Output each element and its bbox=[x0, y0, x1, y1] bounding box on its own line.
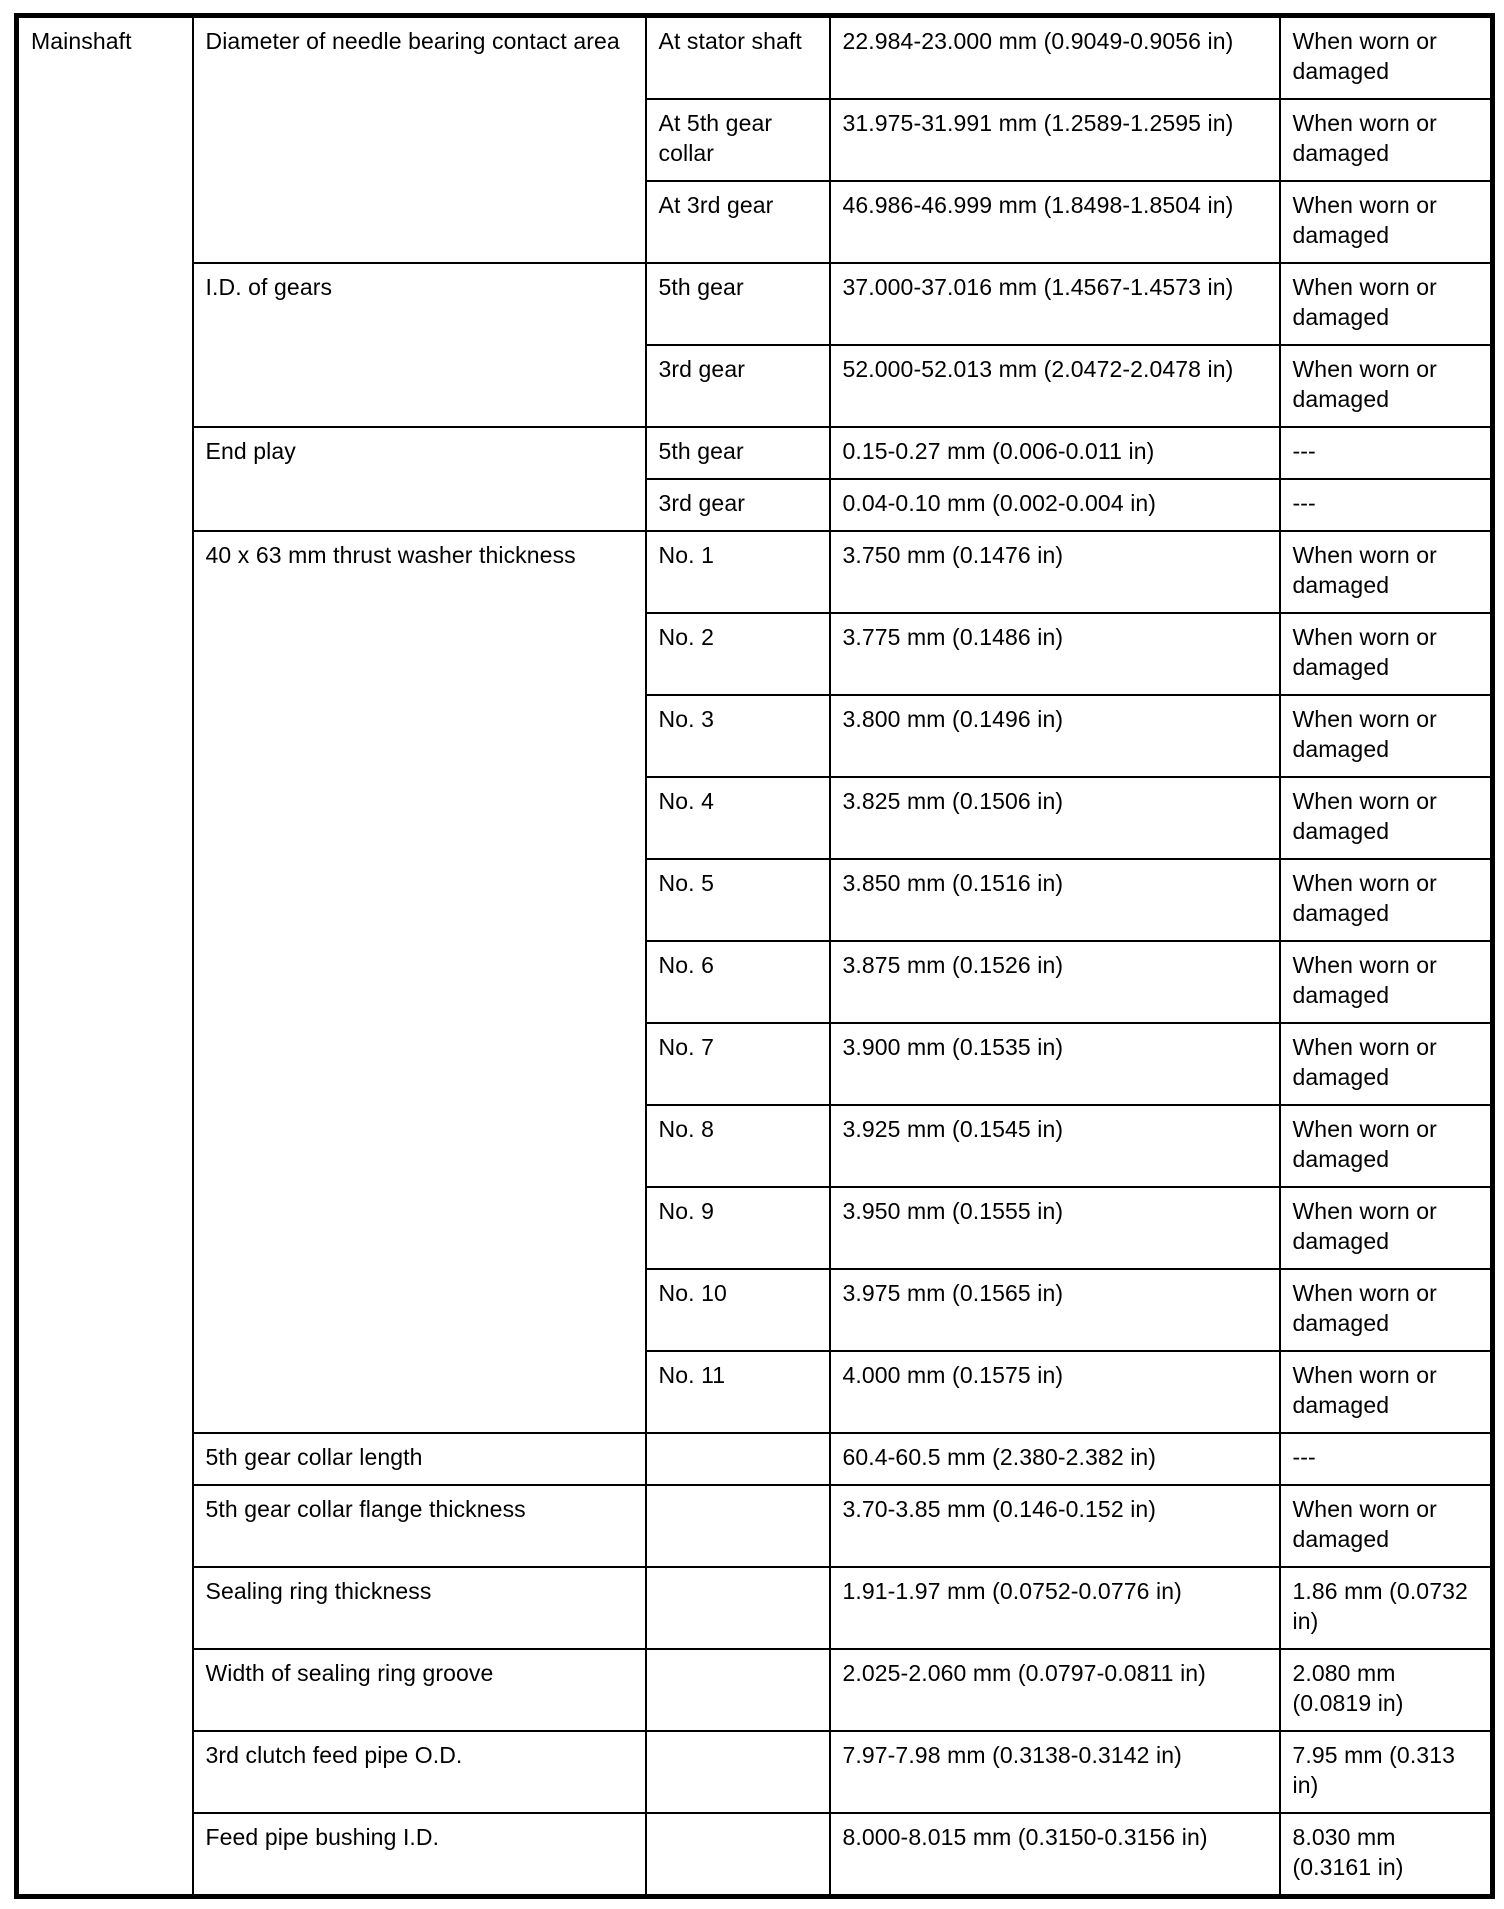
cell-service-limit: When worn or damaged bbox=[1280, 941, 1493, 1023]
cell-service-limit: When worn or damaged bbox=[1280, 613, 1493, 695]
cell-standard: 8.000-8.015 mm (0.3150-0.3156 in) bbox=[830, 1813, 1280, 1897]
cell-service-limit: When worn or damaged bbox=[1280, 1105, 1493, 1187]
cell-standard: 60.4-60.5 mm (2.380-2.382 in) bbox=[830, 1433, 1280, 1485]
cell-subitem: No. 11 bbox=[646, 1351, 830, 1433]
cell-subitem: 5th gear bbox=[646, 427, 830, 479]
cell-service-limit: 7.95 mm (0.313 in) bbox=[1280, 1731, 1493, 1813]
cell-subitem: At 3rd gear bbox=[646, 181, 830, 263]
cell-standard: 3.975 mm (0.1565 in) bbox=[830, 1269, 1280, 1351]
cell-service-limit: When worn or damaged bbox=[1280, 1187, 1493, 1269]
cell-subitem: No. 6 bbox=[646, 941, 830, 1023]
cell-subitem: No. 3 bbox=[646, 695, 830, 777]
cell-standard: 52.000-52.013 mm (2.0472-2.0478 in) bbox=[830, 345, 1280, 427]
cell-standard: 0.04-0.10 mm (0.002-0.004 in) bbox=[830, 479, 1280, 531]
cell-standard: 3.825 mm (0.1506 in) bbox=[830, 777, 1280, 859]
cell-subitem: No. 8 bbox=[646, 1105, 830, 1187]
table-row bbox=[17, 427, 1493, 479]
cell-standard: 7.97-7.98 mm (0.3138-0.3142 in) bbox=[830, 1731, 1280, 1813]
cell-subitem: 5th gear bbox=[646, 263, 830, 345]
table-row bbox=[17, 1485, 1493, 1567]
cell-subitem: 3rd gear bbox=[646, 479, 830, 531]
cell-standard: 3.900 mm (0.1535 in) bbox=[830, 1023, 1280, 1105]
cell-service-limit: When worn or damaged bbox=[1280, 1269, 1493, 1351]
cell-standard: 22.984-23.000 mm (0.9049-0.9056 in) bbox=[830, 16, 1280, 100]
cell-subitem bbox=[646, 1485, 830, 1567]
cell-subitem: No. 4 bbox=[646, 777, 830, 859]
cell-standard: 0.15-0.27 mm (0.006-0.011 in) bbox=[830, 427, 1280, 479]
cell-service-limit: When worn or damaged bbox=[1280, 1351, 1493, 1433]
cell-subitem: No. 5 bbox=[646, 859, 830, 941]
table-row bbox=[17, 263, 1493, 345]
cell-service-limit: When worn or damaged bbox=[1280, 1485, 1493, 1567]
cell-subitem bbox=[646, 1433, 830, 1485]
cell-subitem: No. 7 bbox=[646, 1023, 830, 1105]
cell-item: 40 x 63 mm thrust washer thickness bbox=[193, 531, 646, 1433]
cell-item: Diameter of needle bearing contact area bbox=[193, 16, 646, 264]
cell-item: End play bbox=[193, 427, 646, 531]
mainshaft-specs-table bbox=[14, 13, 1495, 1899]
table-row bbox=[17, 1649, 1493, 1731]
cell-service-limit: When worn or damaged bbox=[1280, 16, 1493, 100]
cell-item: Feed pipe bushing I.D. bbox=[193, 1813, 646, 1897]
cell-service-limit: When worn or damaged bbox=[1280, 777, 1493, 859]
cell-standard: 3.850 mm (0.1516 in) bbox=[830, 859, 1280, 941]
cell-item: 3rd clutch feed pipe O.D. bbox=[193, 1731, 646, 1813]
cell-standard: 3.775 mm (0.1486 in) bbox=[830, 613, 1280, 695]
table-row bbox=[17, 1433, 1493, 1485]
cell-subitem: At stator shaft bbox=[646, 16, 830, 100]
cell-standard: 3.750 mm (0.1476 in) bbox=[830, 531, 1280, 613]
cell-service-limit: --- bbox=[1280, 427, 1493, 479]
cell-standard: 3.800 mm (0.1496 in) bbox=[830, 695, 1280, 777]
cell-item: 5th gear collar length bbox=[193, 1433, 646, 1485]
cell-subitem: 3rd gear bbox=[646, 345, 830, 427]
table-row bbox=[17, 1813, 1493, 1897]
cell-standard: 4.000 mm (0.1575 in) bbox=[830, 1351, 1280, 1433]
table-row bbox=[17, 16, 1493, 100]
cell-standard: 2.025-2.060 mm (0.0797-0.0811 in) bbox=[830, 1649, 1280, 1731]
cell-standard: 31.975-31.991 mm (1.2589-1.2595 in) bbox=[830, 99, 1280, 181]
cell-item: 5th gear collar flange thickness bbox=[193, 1485, 646, 1567]
cell-subitem: No. 1 bbox=[646, 531, 830, 613]
cell-service-limit: When worn or damaged bbox=[1280, 181, 1493, 263]
cell-standard: 3.70-3.85 mm (0.146-0.152 in) bbox=[830, 1485, 1280, 1567]
cell-subitem bbox=[646, 1649, 830, 1731]
cell-service-limit: --- bbox=[1280, 479, 1493, 531]
cell-standard: 46.986-46.999 mm (1.8498-1.8504 in) bbox=[830, 181, 1280, 263]
cell-service-limit: When worn or damaged bbox=[1280, 531, 1493, 613]
table-row bbox=[17, 1731, 1493, 1813]
cell-service-limit: 8.030 mm (0.3161 in) bbox=[1280, 1813, 1493, 1897]
cell-component: Mainshaft bbox=[17, 16, 193, 1897]
table-row bbox=[17, 531, 1493, 613]
cell-subitem bbox=[646, 1731, 830, 1813]
cell-subitem: No. 9 bbox=[646, 1187, 830, 1269]
cell-standard: 1.91-1.97 mm (0.0752-0.0776 in) bbox=[830, 1567, 1280, 1649]
cell-service-limit: When worn or damaged bbox=[1280, 263, 1493, 345]
cell-service-limit: 2.080 mm (0.0819 in) bbox=[1280, 1649, 1493, 1731]
cell-subitem bbox=[646, 1813, 830, 1897]
cell-service-limit: When worn or damaged bbox=[1280, 345, 1493, 427]
cell-subitem bbox=[646, 1567, 830, 1649]
cell-service-limit: --- bbox=[1280, 1433, 1493, 1485]
cell-service-limit: When worn or damaged bbox=[1280, 1023, 1493, 1105]
cell-item: Sealing ring thickness bbox=[193, 1567, 646, 1649]
cell-service-limit: When worn or damaged bbox=[1280, 859, 1493, 941]
cell-service-limit: When worn or damaged bbox=[1280, 99, 1493, 181]
cell-standard: 37.000-37.016 mm (1.4567-1.4573 in) bbox=[830, 263, 1280, 345]
cell-subitem: No. 10 bbox=[646, 1269, 830, 1351]
cell-standard: 3.925 mm (0.1545 in) bbox=[830, 1105, 1280, 1187]
cell-standard: 3.950 mm (0.1555 in) bbox=[830, 1187, 1280, 1269]
cell-service-limit: 1.86 mm (0.0732 in) bbox=[1280, 1567, 1493, 1649]
cell-standard: 3.875 mm (0.1526 in) bbox=[830, 941, 1280, 1023]
cell-item: Width of sealing ring groove bbox=[193, 1649, 646, 1731]
table-row bbox=[17, 1567, 1493, 1649]
cell-subitem: At 5th gear collar bbox=[646, 99, 830, 181]
cell-subitem: No. 2 bbox=[646, 613, 830, 695]
cell-item: I.D. of gears bbox=[193, 263, 646, 427]
cell-service-limit: When worn or damaged bbox=[1280, 695, 1493, 777]
